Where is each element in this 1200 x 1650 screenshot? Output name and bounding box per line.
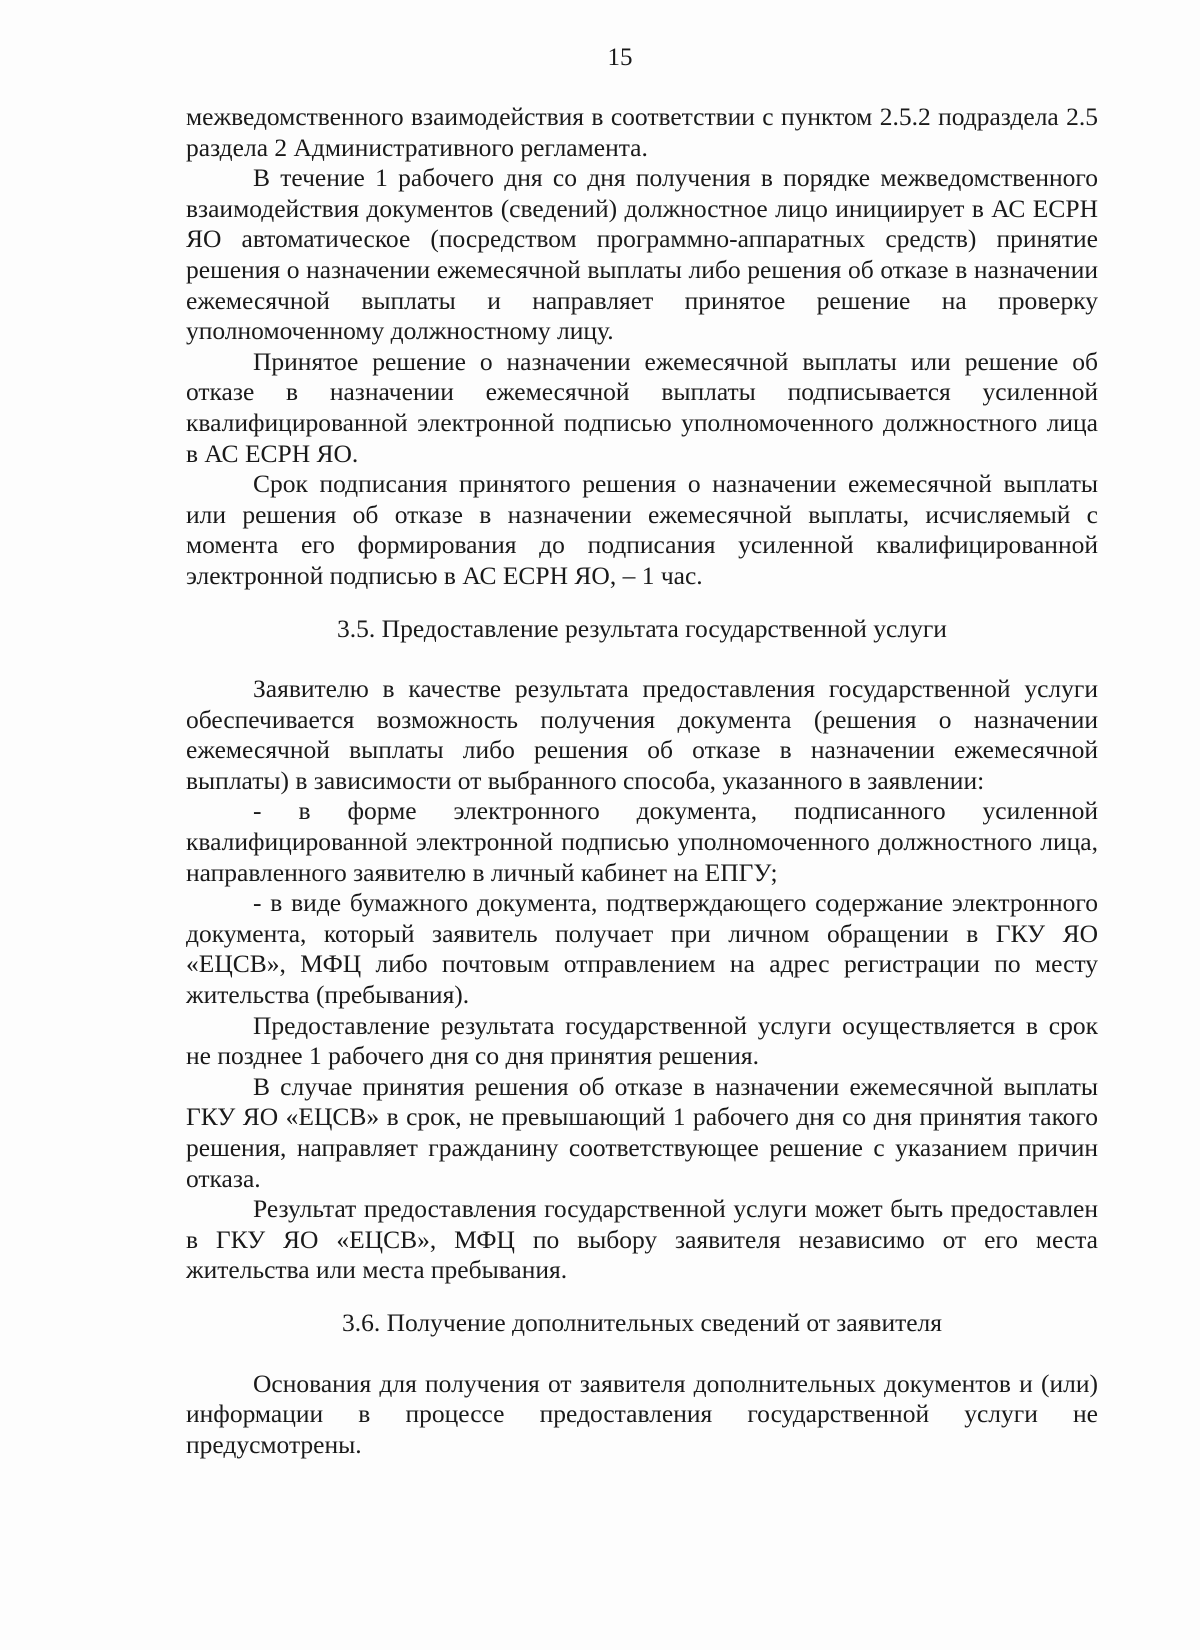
paragraph-refusal-notice: В случае принятия решения об отказе в назначении ежемесячной выплаты ГКУ ЯО «ЕЦСВ» в срок, не превышающий 1 рабочего дня со дня принятия такого решения, направляет гражданину соответствующее решение с указанием причин отказа.	[186, 1071, 1098, 1193]
paragraph-decision-initiation: В течение 1 рабочего дня со дня получения в порядке межведомственного взаимодействия документов (сведений) должностное лицо инициирует в АС ЕСРН ЯО автоматическое (посредством программно-аппаратных средств) принятие решения о назначении ежемесячной выплаты либо решения об отказе в назначении ежемесячной выплаты и направляет принятое решение на проверку уполномоченному должностному лицу.	[186, 163, 1098, 346]
paragraph-result-deadline: Предоставление результата государственной услуги осуществляется в срок не позднее 1 рабочего дня со дня принятия решения.	[186, 1010, 1098, 1071]
paragraph-result-intro: Заявителю в качестве результата предоставления государственной услуги обеспечивается возможность получения документа (решения о назначении ежемесячной выплаты либо решения об отказе в назначении ежемесячной выплаты) в зависимости от выбранного способа, указанного в заявлении:	[186, 674, 1098, 795]
list-item-paper: - в виде бумажного документа, подтверждающего содержание электронного документа, который заявитель получает при личном обращении в ГКУ ЯО «ЕЦСВ», МФЦ либо почтовым отправлением на адрес регистрации по месту жительства (пребывания).	[186, 888, 1098, 1010]
list-item-electronic: - в форме электронного документа, подписанного усиленной квалифицированной электронной подписью уполномоченного должностного лица, направленного заявителю в личный кабинет на ЕПГУ;	[186, 796, 1098, 887]
section-heading-3-5: 3.5. Предоставление результата государственной услуги	[337, 613, 947, 643]
paragraph-continuation: межведомственного взаимодействия в соответствии с пунктом 2.5.2 подраздела 2.5 раздела 2 Административного регламента.	[186, 102, 1098, 162]
paragraph-decision-signing: Принятое решение о назначении ежемесячной выплаты или решение об отказе в назначении ежемесячной выплаты подписывается усиленной квалифицированной электронной подписью уполномоченного должностного лица в АС ЕСРН ЯО.	[186, 346, 1098, 468]
section-heading-3-6: 3.6. Получение дополнительных сведений от заявителя	[341, 1307, 943, 1337]
paragraph-signing-deadline: Срок подписания принятого решения о назначении ежемесячной выплаты или решения об отказе в назначении ежемесячной выплаты, исчисляемый с момента его формирования до подписания усиленной квалифицированной электронной подписью в АС ЕСРН ЯО, – 1 час.	[186, 469, 1098, 590]
paragraph-result-location: Результат предоставления государственной услуги может быть предоставлен в ГКУ ЯО «ЕЦСВ», МФЦ по выбору заявителя независимо от его места жительства или места пребывания.	[186, 1194, 1098, 1285]
page-number: 15	[607, 44, 633, 71]
document-body	[186, 102, 1098, 1460]
paragraph-additional-info: Основания для получения от заявителя дополнительных документов и (или) информации в процессе предоставления государственной услуги не предусмотрены.	[186, 1368, 1098, 1459]
